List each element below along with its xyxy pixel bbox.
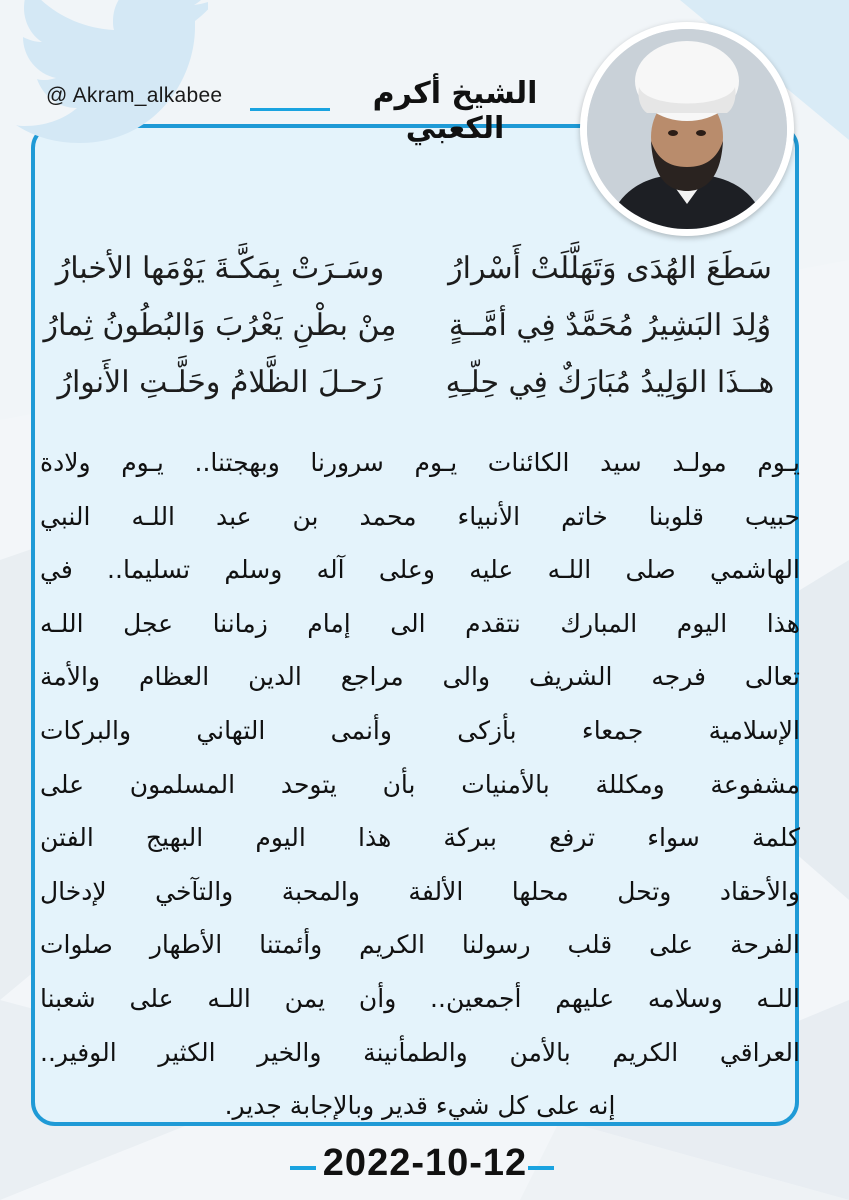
body-line: هذا اليوم المبارك نتقدم الى إمام زماننا عجل اللـه xyxy=(40,608,800,638)
twitter-bird-icon xyxy=(8,0,208,150)
body-line: والأحقاد وتحل محلها الألفة والمحبة والتآخي لإدخال xyxy=(40,876,800,906)
poem-hemistich-second: وسَـرَتْ بِمَكَّـةَ يَوْمَها الأخبارُ xyxy=(55,251,385,286)
body-line: العراقي الكريم بالأمن والطمأنينة والخير الكثير الوفير.. xyxy=(40,1037,800,1067)
twitter-handle: @ Akram_alkabee xyxy=(46,84,223,107)
poem-verse xyxy=(40,354,790,411)
avatar xyxy=(587,29,787,229)
poem-hemistich-first: وُلِدَ البَشِيرُ مُحَمَّدٌ فِي أمَّــةٍ xyxy=(448,308,772,343)
body-line: يـوم مولـد سيد الكائنات يـوم سرورنا وبهجتنا.. يـوم ولادة xyxy=(40,448,800,477)
poem-hemistich-first: سَطَعَ الهُدَى وَتَهَلَّلَتْ أَسْرارُ xyxy=(448,251,772,286)
body-line-closing: إنه على كل شيء قدير وبالإجابة جدير. xyxy=(224,1091,616,1121)
poem-hemistich-second: رَحـلَ الظَّلامُ وحَلَّـتِ الأَنوارُ xyxy=(57,365,383,400)
poem-verse xyxy=(40,240,790,297)
poem xyxy=(40,240,790,411)
body-line: مشفوعة ومكللة بالأمنيات بأن يتوحد المسلمون على xyxy=(40,769,800,799)
message-body xyxy=(40,436,800,1133)
post-date: 2022-10-12 xyxy=(322,1142,528,1184)
body-line: تعالى فرجه الشريف والى مراجع الدين العظام والأمة xyxy=(40,662,800,692)
author-name: الشيخ أكرم الكعبي xyxy=(372,76,538,146)
portrait-image xyxy=(587,29,787,229)
body-line: اللـه وسلامه عليهم أجمعين.. وأن يمن اللـه على شعبنا xyxy=(40,983,800,1013)
body-line: حبيب قلوبنا خاتم الأنبياء محمد بن عبد اللـه النبي xyxy=(40,501,800,531)
name-divider-left xyxy=(250,108,330,111)
date-divider-right xyxy=(528,1166,554,1170)
body-line: كلمة سواء ترفع ببركة هذا اليوم البهيج الفتن xyxy=(40,823,800,853)
body-line: الهاشمي صلى اللـه عليه وعلى آله وسلم تسليما.. في xyxy=(40,555,800,585)
body-line: الإسلامية جمعاء بأزكى وأنمى التهاني والبركات xyxy=(40,715,800,745)
body-line: الفرحة على قلب رسولنا الكريم وأئمتنا الأطهار صلوات xyxy=(40,930,800,960)
poem-hemistich-first: هــذَا الوَلِيدُ مُبَارَكٌ فِي حِلّـِهِ xyxy=(445,365,775,400)
avatar-frame xyxy=(580,22,794,236)
poem-hemistich-second: مِنْ بطْنِ يَعْرُبَ وَالبُطُونُ ثِمارُ xyxy=(43,308,397,343)
poem-verse xyxy=(40,297,790,354)
